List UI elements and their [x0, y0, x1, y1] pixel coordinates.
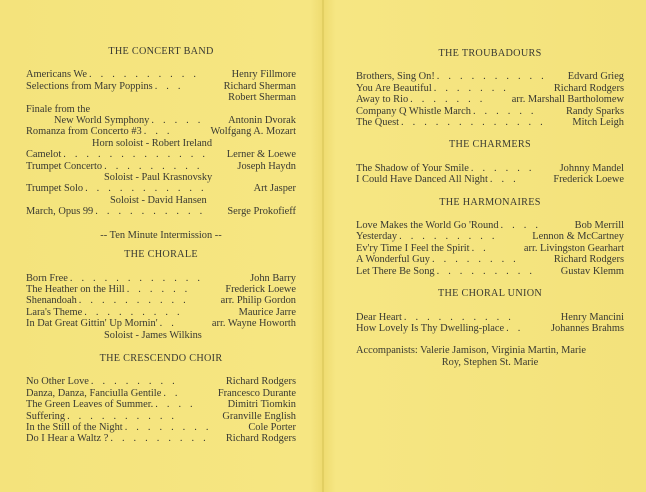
program-item [26, 126, 296, 137]
leader-dots: . . . . . . . [433, 82, 510, 94]
leader-dots: . . . [143, 126, 173, 138]
composer: Art Jasper [253, 183, 296, 195]
right-page [356, 0, 624, 368]
piece-title: No Other Love [26, 376, 89, 388]
composer: Richard Rodgers [553, 82, 624, 94]
leader-dots: . . . . . . [126, 283, 191, 295]
program-item [356, 312, 624, 323]
piece-title: March, Opus 99 [26, 206, 94, 218]
leader-dots: . . [471, 242, 489, 254]
composer: Henry Fillmore [231, 69, 296, 81]
program-item [356, 163, 624, 174]
composer: Johnny Mandel [559, 162, 624, 174]
piece-title: Away to Rio [356, 94, 409, 106]
composer: arr. Wayne Howorth [211, 318, 296, 330]
leader-dots: . . . . . . . . . [110, 433, 209, 445]
composer: Dimitri Tiomkin [227, 399, 296, 411]
charmers-heading: THE CHARMERS [449, 139, 531, 151]
piece-title: Love Makes the World Go 'Round [356, 220, 499, 232]
program-item [26, 183, 296, 194]
composer: Richard Sherman [223, 80, 296, 92]
program-item [356, 83, 624, 94]
composer: Johannes Brahms [550, 322, 624, 334]
program-item [26, 206, 296, 217]
piece-title: Dear Heart [356, 311, 402, 323]
composer: Randy Sparks [565, 105, 624, 117]
piece-title: Romanza from Concerto #3 [26, 126, 142, 138]
composer: Antonin Dvorak [228, 115, 296, 127]
program-item [26, 284, 296, 295]
piece-title: Selections from Mary Poppins [26, 80, 153, 92]
piece-title: The Quest [356, 117, 399, 129]
intermission-note: -- Ten Minute Intermission -- [100, 229, 222, 241]
leader-dots: . . . [489, 174, 519, 186]
piece-title: You Are Beautiful [356, 82, 432, 94]
piece-title: Americans We [26, 69, 88, 81]
program-item [26, 273, 296, 284]
accompanists-line: Roy, Stephen St. Marie [441, 356, 539, 368]
leader-dots: . . . . . . [472, 105, 537, 117]
soloist-note: Soloist - Paul Krasnovsky [104, 172, 213, 184]
composer: Frederick Loewe [553, 174, 624, 186]
composer: Gustav Klemm [560, 265, 624, 277]
concert-band-heading: THE CONCERT BAND [108, 46, 214, 57]
leader-dots: . . . . . . . . . . . [85, 183, 207, 195]
program-item [356, 254, 624, 265]
program-item [356, 117, 624, 128]
leader-dots: . . . . . . . . . . [67, 410, 178, 422]
program-item [26, 81, 296, 92]
program-item [356, 220, 624, 231]
program-item [26, 161, 296, 172]
troubadours-heading: THE TROUBADOURS [438, 48, 542, 59]
composer: Serge Prokofieff [227, 206, 296, 218]
program-item [26, 388, 296, 399]
leader-dots: . . . . . [151, 115, 204, 127]
program-item [26, 295, 296, 306]
soloist-note: Soloist - David Hansen [110, 194, 207, 206]
piece-title: A Wonderful Guy [356, 254, 431, 266]
piece-title: New World Symphony [54, 115, 150, 127]
composer: John Barry [250, 272, 296, 284]
piece-title: Brothers, Sing On! [356, 71, 435, 83]
leader-dots: . . . . . . . . . . [78, 295, 189, 307]
piece-title: In Dat Great Gittin' Up Mornin' [26, 318, 158, 330]
leader-dots: . . . . . . . . [124, 421, 212, 433]
composer: Richard Rodgers [225, 376, 296, 388]
leader-dots: . . . . . . . . . . [436, 71, 547, 83]
program-item [26, 376, 296, 387]
composer: Granville English [222, 410, 296, 422]
program-item [26, 307, 296, 318]
composer: arr. Marshall Bartholomew [511, 94, 624, 106]
leader-dots: . . . . . . . . . . . . . [63, 149, 209, 161]
piece-title: Camelot [26, 149, 62, 161]
program-item [356, 323, 624, 334]
choral-union-heading: THE CHORAL UNION [437, 288, 543, 300]
composer: Lennon & McCartney [532, 231, 624, 243]
program-item [26, 411, 296, 422]
composer: Edvard Grieg [567, 71, 624, 83]
leader-dots: . . . [154, 80, 184, 92]
program-item [26, 399, 296, 410]
leader-dots: . . . . [500, 220, 542, 232]
leader-dots: . . [159, 318, 177, 330]
leader-dots: . . . . . . . . . . . . . [401, 117, 546, 129]
harmonaires-heading: THE HARMONAIRES [439, 196, 541, 208]
program-item [356, 174, 624, 185]
composer: Wolfgang A. Mozart [210, 126, 296, 138]
program-item [356, 231, 624, 242]
piece-title: Do I Hear a Waltz ? [26, 433, 109, 445]
composer: arr. Philip Gordon [220, 295, 296, 307]
piece-title: Suffering [26, 410, 66, 422]
composer: Francesco Durante [217, 387, 296, 399]
piece-title: The Shadow of Your Smile [356, 162, 469, 174]
composer: Henry Mancini [560, 311, 624, 323]
leader-dots: . . [163, 387, 181, 399]
leader-dots: . . . . . . . . . [84, 306, 183, 318]
left-page [26, 0, 296, 445]
leader-dots: . . . . . . . . . [104, 160, 203, 172]
leader-dots: . . . . . . . . [432, 254, 519, 266]
piece-title: The Green Leaves of Summer. [26, 399, 154, 411]
program-item [26, 422, 296, 433]
piece-title: Lara's Theme [26, 306, 83, 318]
composer: Richard Rodgers [553, 254, 624, 266]
leader-dots: . . . . . . [470, 162, 535, 174]
composer: Frederick Loewe [225, 283, 296, 295]
composer: arr. Livingston Gearhart [523, 242, 624, 254]
leader-dots: . . . . . . . . . [436, 265, 536, 277]
piece-title: How Lovely Is Thy Dwelling-place [356, 322, 505, 334]
program-item [26, 115, 296, 126]
leader-dots: . . . . . . . . . . [95, 206, 206, 218]
program-item [356, 243, 624, 254]
leader-dots: . . [506, 322, 524, 334]
program-item [356, 71, 624, 82]
composer: Robert Sherman [228, 92, 296, 104]
program-item [26, 318, 296, 329]
leader-dots: . . . . . . . . . . . . [69, 272, 204, 284]
leader-dots: . . . . . . . . . . [89, 69, 200, 81]
accompanists-line: Accompanists: Valerie Jamison, Virginia Martin, Marie [356, 345, 586, 357]
composer: Lerner & Loewe [226, 149, 296, 161]
piece-title: Let There Be Song [356, 265, 435, 277]
leader-dots: . . . . . . . . . . [403, 311, 515, 323]
composer: Cole Porter [248, 421, 296, 433]
leader-dots: . . . . . . . . . [399, 231, 498, 243]
program-item [356, 266, 624, 277]
leader-dots: . . . . . . . [410, 94, 486, 106]
page-fold [322, 0, 324, 492]
piece-title: Trumpet Concerto [26, 160, 103, 172]
program-item [26, 69, 296, 80]
piece-title: Ev'ry Time I Feel the Spirit [356, 242, 470, 254]
soloist-note: Soloist - James Wilkins [104, 329, 202, 341]
soloist-note: Horn soloist - Robert Ireland [92, 137, 213, 149]
program-item [356, 94, 624, 105]
piece-title: Yesterday [356, 231, 398, 243]
chorale-heading: THE CHORALE [124, 249, 198, 261]
program-item [356, 106, 624, 117]
piece-title: In the Still of the Night [26, 421, 123, 433]
crescendo-choir-heading: THE CRESCENDO CHOIR [99, 352, 223, 364]
piece-title: Company Q Whistle March [356, 105, 471, 117]
piece-title: The Heather on the Hill [26, 283, 125, 295]
piece-title: Trumpet Solo [26, 183, 84, 195]
piece-title: I Could Have Danced All Night [356, 174, 488, 186]
leader-dots: . . . . . . . . [90, 376, 178, 388]
composer: Bob Merrill [574, 220, 624, 232]
composer: Mitch Leigh [572, 117, 624, 129]
composer: Richard Rodgers [225, 433, 296, 445]
piece-title: Born Free [26, 272, 68, 284]
composer: Maurice Jarre [238, 306, 296, 318]
program-item [26, 433, 296, 444]
leader-dots: . . . . [155, 399, 196, 411]
composer: Joseph Haydn [237, 160, 296, 172]
program-item [26, 149, 296, 160]
piece-title: Shenandoah [26, 295, 77, 307]
piece-title: Finale from the [26, 103, 91, 115]
piece-title: Danza, Danza, Fanciulla Gentile [26, 387, 162, 399]
